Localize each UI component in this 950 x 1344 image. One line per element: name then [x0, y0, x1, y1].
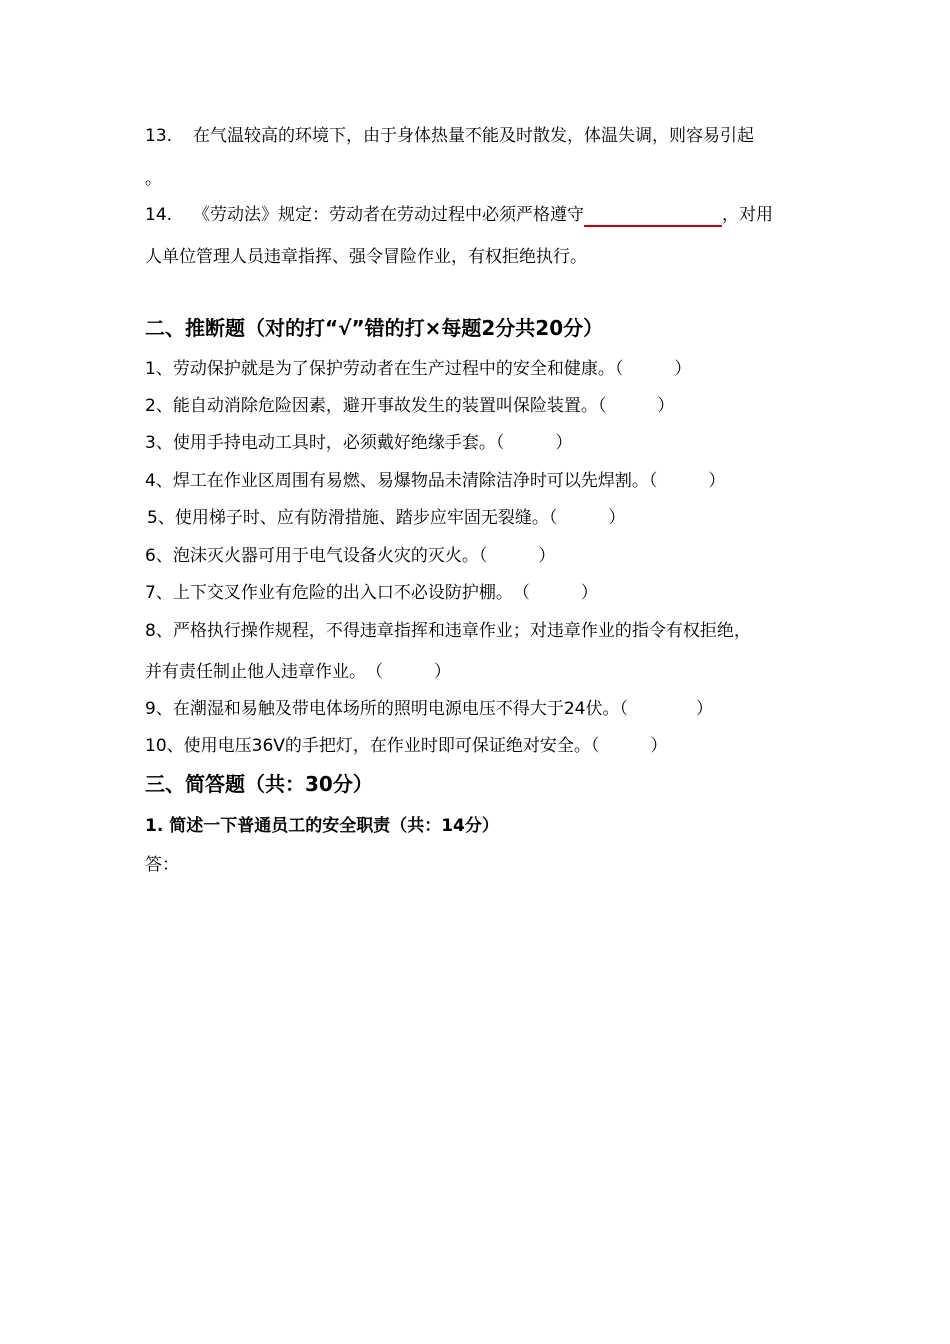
question-14-text-before: 《劳动法》规定：劳动者在劳动过程中必须严格遵守	[193, 205, 584, 225]
answer-label: 答：	[145, 855, 179, 875]
section-2-title: 二、推断题（对的打“√”错的打×每题2分共20分）	[145, 316, 604, 340]
judgement-item: 5、使用梯子时、应有防滑措施、踏步应牢固无裂缝。（ ）	[147, 508, 626, 528]
question-13-end: 。	[145, 169, 162, 189]
judgement-item: 8、严格执行操作规程，不得违章指挥和违章作业；对违章作业的指令有权拒绝，	[145, 621, 751, 641]
judgement-item: 4、焊工在作业区周围有易燃、易爆物品未清除洁净时可以先焊割。（ ）	[145, 471, 726, 491]
judgement-item: 9、在潮湿和易触及带电体场所的照明电源电压不得大于24伏。（ ）	[145, 699, 713, 719]
judgement-item: 2、能自动消除危险因素，避开事故发生的装置叫保险装置。（ ）	[145, 396, 675, 416]
section-3-question-1: 1. 简述一下普通员工的安全职责（共：14分）	[145, 816, 499, 836]
judgement-item: 6、泡沫灭火器可用于电气设备火灾的灭火。（ ）	[145, 546, 556, 566]
question-13-number: 13.	[145, 126, 173, 146]
section-3-title: 三、简答题（共：30分）	[145, 772, 373, 796]
question-14-text-after: ，对用	[722, 205, 773, 225]
question-14-line2: 人单位管理人员违章指挥、强令冒险作业，有权拒绝执行。	[145, 247, 587, 267]
judgement-item: 10、使用电压36V的手把灯，在作业时即可保证绝对安全。（ ）	[145, 736, 668, 756]
judgement-item: 1、劳动保护就是为了保护劳动者在生产过程中的安全和健康。（ ）	[145, 359, 692, 379]
question-13	[145, 124, 754, 148]
judgement-item-continuation: 并有责任制止他人违章作业。 （ ）	[145, 662, 451, 682]
judgement-item: 7、上下交叉作业有危险的出入口不必设防护棚。 （ ）	[145, 583, 598, 603]
question-14-number: 14.	[145, 205, 173, 225]
question-14-blank[interactable]	[584, 205, 722, 227]
question-13-text: 在气温较高的环境下，由于身体热量不能及时散发，体温失调，则容易引起	[193, 126, 754, 146]
judgement-item: 3、使用手持电动工具时，必须戴好绝缘手套。（ ）	[145, 433, 573, 453]
question-14	[145, 203, 773, 227]
